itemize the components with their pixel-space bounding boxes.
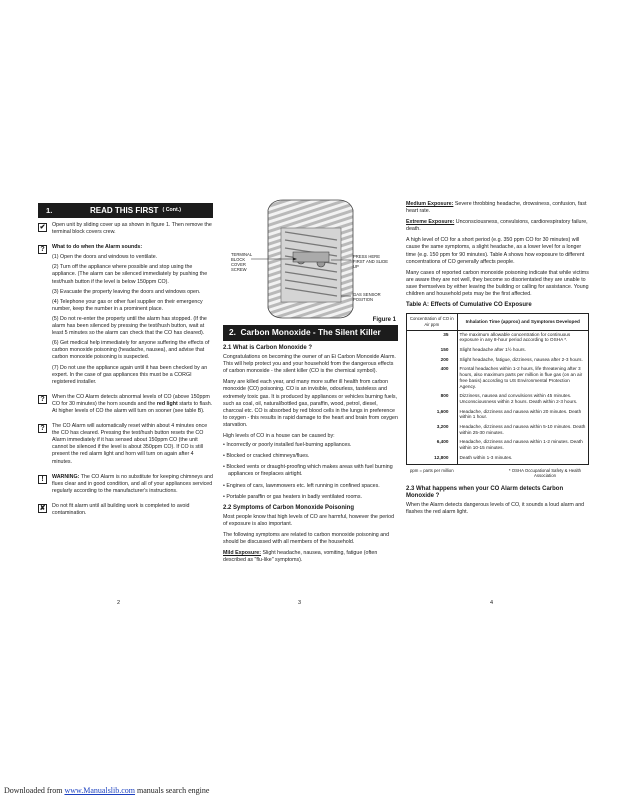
section-continued-label: ( Cont.) bbox=[162, 206, 181, 213]
building-work-item bbox=[38, 503, 213, 520]
medium-exposure-label: Medium Exposure: bbox=[406, 201, 454, 207]
paragraph: When the Alarm detects dangerous levels of CO, it sounds a loud alarm and flashes the red alarm light. bbox=[406, 501, 585, 515]
gas-sensor-label: GAS SENSOR POSITION bbox=[353, 292, 381, 302]
table-row: 12,800 Death within 1-3 minutes. bbox=[407, 454, 588, 464]
step-3: (3) Evacuate the property leaving the doors and windows open. bbox=[52, 288, 201, 295]
reset-text: The CO Alarm will automatically reset within about 4 minutes once the CO has cleared. Pressing the test/hush button resets the CO Alarm immediately if it has sensed about 150ppm CO (the unit cannot be silenced if the level is about 350ppm CO). If CO is still present the red alarm light and horn will turn on again after 4 minutes. bbox=[52, 423, 208, 465]
section-number: 1. bbox=[46, 205, 53, 215]
instruction-text: Open unit by sliding cover up as shown in figure 1. Then remove the terminal block covers crew. bbox=[52, 222, 212, 236]
table-row: 150 Slight headache after 1½ hours. bbox=[407, 346, 588, 356]
step-2: (2) Turn off the appliance where possible and stop using the appliance. (The alarm can be silenced immediately by pushing the test/hush button if the level is below 150ppm CO). bbox=[52, 264, 208, 285]
figure-1 bbox=[223, 188, 398, 323]
section-2-header bbox=[223, 325, 398, 341]
table-a-title: Table A: Effects of Cumulative CO Exposure bbox=[406, 302, 532, 309]
page-4-column bbox=[406, 201, 589, 520]
bullet-item: • Engines of cars, lawnmowers etc. left running in confined spaces. bbox=[223, 482, 380, 489]
extreme-exposure-paragraph: Extreme Exposure: Unconsciousness, convulsions, cardiorespiratory failure, death. bbox=[406, 219, 588, 233]
download-footer: Downloaded from www.Manualslib.com manuals search engine bbox=[4, 786, 210, 795]
paragraph: Congratulations on becoming the owner of an Ei Carbon Monoxide Alarm. This will help protect you and your household from the dangerous effects of carbon monoxide - the silent killer (CO is the chemical symbol). bbox=[223, 354, 396, 375]
press-here-label: PRESS HERE FIRST AND SLIDE UP bbox=[353, 254, 389, 269]
subsection-2-1-heading: 2.1 What is Carbon Monoxide ? bbox=[223, 345, 313, 351]
table-header-row bbox=[407, 314, 588, 330]
medium-exposure-paragraph: Medium Exposure: Severe throbbing headache, drowsiness, confusion, fast heart rate. bbox=[406, 201, 587, 215]
red-light-term: red light bbox=[156, 400, 178, 407]
building-work-text: Do not fit alarm until all building work is completed to avoid contamination. bbox=[52, 502, 190, 516]
co-exposure-table bbox=[406, 313, 589, 464]
table-row: 200 Slight headache, fatigue, dizziness, nausea after 2-3 hours. bbox=[407, 356, 588, 366]
mild-exposure-paragraph: Mild Exposure: Slight headache, nausea, vomiting, fatigue (often described as "flu-like" symptoms). bbox=[223, 550, 378, 564]
warning-item bbox=[38, 474, 213, 498]
step-5: (5) Do not re-enter the property until the alarm has stopped. (If the alarm has been silenced by pressing the test/hush button, wait at least 5 minutes so the alarm can check that the CO has cleared). bbox=[52, 315, 207, 337]
question-icon: ? bbox=[38, 245, 47, 254]
paragraph: Most people know that high levels of CO are harmful, however the period of exposure is also important. bbox=[223, 513, 395, 527]
warning-label: WARNING: bbox=[52, 473, 80, 480]
page-number-3: 3 bbox=[298, 600, 302, 606]
section-title: READ THIS FIRST bbox=[90, 205, 159, 215]
bullet-item: • Portable paraffin or gas heaters in badly ventilated rooms. bbox=[223, 493, 362, 500]
table-row: 3,200 Headache, dizziness and nausea within 5-10 minutes. Death within 25-30 minutes. bbox=[407, 423, 588, 438]
concentration-header: Concentration of CO in Air ppm bbox=[407, 314, 457, 330]
checkmark-icon: ✔ bbox=[39, 224, 46, 231]
instruction-item bbox=[38, 222, 213, 239]
section-number: 2. bbox=[229, 327, 236, 338]
paragraph: A high level of CO for a short period (e.g. 350 ppm CO for 30 minutes) will cause the same symptoms, a slight headache, as a lower level for a longer time (e.g. 150 ppm for 90 minutes). Table A shows how exposure to different concentrations of CO generally affects people. bbox=[406, 237, 585, 265]
osha-note: * OSHA Occupational Safety & Health Association bbox=[508, 467, 582, 478]
question-icon: ? bbox=[38, 424, 47, 433]
step-4: (4) Telephone your gas or other fuel supplier on their emergency number, keep the number in a prominent place. bbox=[52, 298, 203, 312]
table-row: 1,600 Headache, dizziness and nausea within 20 minutes. Death within 1 hour. bbox=[407, 408, 588, 423]
ppm-note: ppm = parts per million bbox=[410, 467, 454, 473]
table-row: 6,400 Headache, dizziness and nausea within 1-2 minutes. Death within 10-15 minutes. bbox=[407, 438, 588, 453]
subsection-2-2-heading: 2.2 Symptoms of Carbon Monoxide Poisoning bbox=[223, 504, 355, 511]
table-row: 800 Dizziness, nausea and convulsions within 45 minutes. Unconsciousness within 2 hours. Death within 2-3 hours. bbox=[407, 392, 588, 407]
page-number-2: 2 bbox=[117, 600, 121, 606]
exclamation-icon: ! bbox=[38, 475, 47, 484]
step-7: (7) Do not use the appliance again until it has been checked by an expert. In the case of gas appliances this must be a CORGI registered installer. bbox=[52, 364, 208, 385]
section-title: Carbon Monoxide - The Silent Killer bbox=[240, 327, 381, 338]
question-icon: ? bbox=[38, 395, 47, 404]
paragraph: Many are killed each year, and many more suffer ill health from carbon monoxide (CO) poisoning. CO is an invisible, odourless, tasteless and extremely toxic gas. It is produced by appliances or vehicles burning fuels, such as coal, oil, natural/bottled gas, paraffin, wood, petrol, diesel, charcoal etc. CO is absorbed by red blood cells in the lungs in preference to oxygen - this results in rapid damage to the heart and brain from oxygen starvation. bbox=[223, 379, 398, 428]
detection-text: When the CO Alarm detects abnormal levels of CO (above 150ppm CO for 30 minutes) the horn sounds and the red light starts to flash. At higher levels of CO the alarm will turn on sooner (see table B). bbox=[52, 393, 213, 414]
paragraph: Many cases of reported carbon monoxide poisoning indicate that while victims are aware they are not well, they become so disorientated they are unable to save themselves by either leaving the building or calling for assistance. Young children and household pets may be the first affected. bbox=[406, 269, 589, 298]
alarm-sounds-item bbox=[38, 244, 213, 389]
warning-text: WARNING: The CO Alarm is no substitute for keeping chimneys and flues clear and in good condition, and all of your appliances serviced regularly according to the manufacturer's instructions. bbox=[52, 473, 213, 494]
reset-item bbox=[38, 423, 213, 469]
mild-exposure-label: Mild Exposure: bbox=[223, 550, 261, 557]
table-notes bbox=[410, 468, 585, 478]
bullet-item: • Incorrectly or poorly installed fuel-burning appliances. bbox=[223, 442, 352, 449]
extreme-exposure-label: Extreme Exposure: bbox=[406, 219, 455, 226]
paragraph: High levels of CO in a house can be caused by: bbox=[223, 433, 335, 440]
paragraph: The following symptoms are related to carbon monoxide poisoning and should be discussed with all members of the household. bbox=[223, 531, 390, 546]
alarm-sounds-heading: What to do when the Alarm sounds: bbox=[52, 244, 143, 251]
terminal-block-label: TERMINAL BLOCK COVER SCREW bbox=[231, 252, 253, 272]
cross-icon: ✘ bbox=[39, 504, 46, 512]
symptoms-header: Inhalation Time (approx) and Symptoms Developed bbox=[465, 319, 580, 325]
page-3-column bbox=[223, 325, 398, 568]
page-number-4: 4 bbox=[490, 600, 494, 606]
section-1-header bbox=[38, 203, 213, 218]
manualslib-link[interactable]: www.Manualslib.com bbox=[64, 786, 136, 795]
step-1: (1) Open the doors and windows to ventilate. bbox=[52, 254, 158, 261]
page-2-column bbox=[38, 203, 213, 525]
bullet-item: • Blocked vents or draught-proofing which makes areas with fuel burning appliances or fireplaces airtight. bbox=[223, 464, 393, 478]
figure-caption: Figure 1 bbox=[372, 317, 396, 323]
bullet-item: • Blocked or cracked chimneys/flues. bbox=[223, 453, 310, 460]
table-row: 35 The maximum allowable concentration for continuous exposure in any 8-hour period according to OSHA *. bbox=[407, 330, 588, 346]
subsection-2-3-heading: 2.3 What happens when your CO Alarm detects Carbon Monoxide ? bbox=[406, 485, 564, 499]
table-row: 400 Frontal headaches within 1-2 hours, life threatening after 3 hours, also maximum parts per million in flue gas (on an air free basis) according to US Environmental Protection Agency. bbox=[407, 365, 588, 392]
detection-item bbox=[38, 394, 213, 418]
step-6: (6) Get medical help immediately for anyone suffering the effects of carbon monoxide poisoning (headache, nausea), and advise that carbon monoxide poisoning is suspected. bbox=[52, 340, 210, 361]
